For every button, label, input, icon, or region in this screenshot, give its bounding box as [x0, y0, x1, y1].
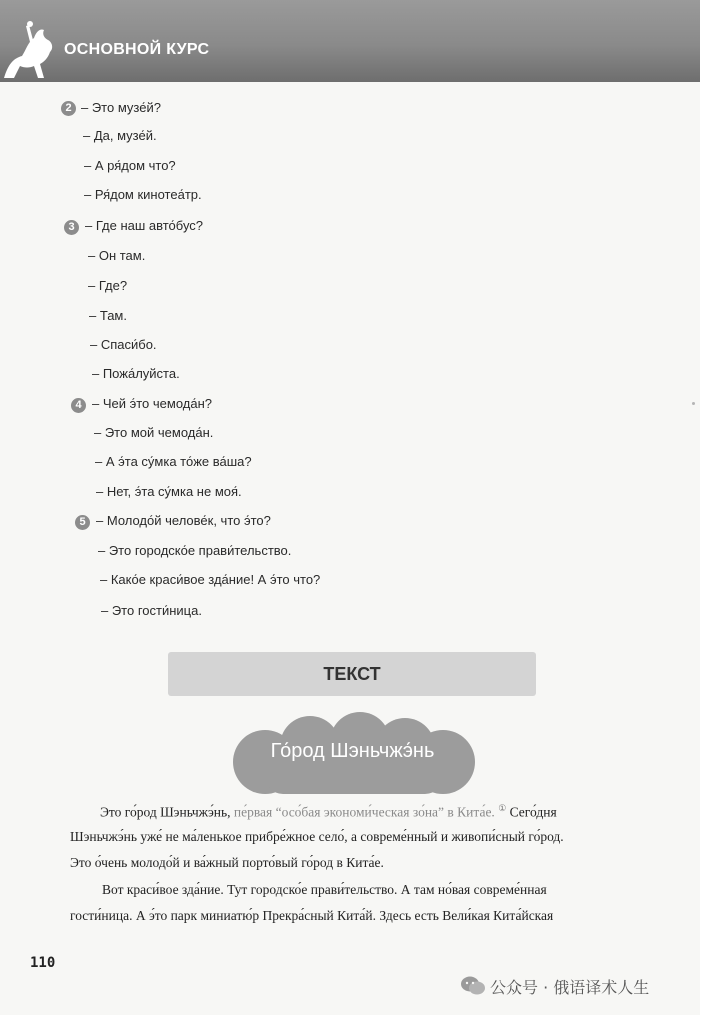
watermark-text: 公众号 · 俄语译术人生: [490, 978, 650, 997]
dialogue-line: – Како́е краси́вое зда́ние! А э́то что?: [100, 572, 321, 587]
paragraph-text: Это го́род Шэньчжэ́нь,: [100, 804, 231, 820]
dialogue-number-badge: 3: [64, 220, 79, 235]
dialogue-number-badge: 2: [61, 101, 76, 116]
dialogue-line: – Это гости́ница.: [101, 603, 202, 618]
dialogue-line: – Спаси́бо.: [90, 337, 157, 352]
dialogue-line: – Ря́дом кинотеа́тр.: [84, 187, 202, 202]
dialogue-line: – А э́та су́мка то́же ва́ша?: [95, 454, 252, 469]
section-heading: ТЕКСТ: [323, 664, 381, 684]
dialogue-number-badge: 4: [71, 398, 86, 413]
text-title: Го́род Шэньчжэ́нь: [270, 740, 435, 762]
horse-rider-icon: [0, 20, 62, 82]
paragraph-2-line-2: гости́ница. А э́то парк миниатю́р Прекра́сный Кита́й. Здесь есть Вели́кая Кита́йская: [70, 908, 554, 923]
paragraph-1-line-3: Это о́чень молодо́й и ва́жный порто́вый го́род в Кита́е.: [70, 855, 384, 870]
paragraph-text-faded: пе́рвая “осо́бая экономи́ческая зо́на” в Кита́е.: [233, 804, 495, 820]
header-title: ОСНОВНОЙ КУРС: [64, 41, 210, 58]
dialogue-line: – Молодо́й челове́к, что э́то?: [96, 513, 271, 528]
dialogue-line: – Пожа́луйста.: [92, 366, 180, 381]
dialogue-line: – Это мой чемода́н.: [94, 425, 214, 440]
section-heading-band: [168, 652, 536, 696]
dialogue-number-badge: 5: [75, 515, 90, 530]
footnote-marker: ①: [498, 803, 507, 813]
paragraph-text: Сего́дня: [509, 804, 557, 820]
wechat-icon: [460, 975, 486, 997]
page-edge: [700, 0, 720, 1015]
paragraph-1-line-2: Шэньчжэ́нь уже́ не ма́ленькое прибре́жное село́, а совреме́нный и живопи́сный го́род.: [70, 829, 564, 844]
dialogue-line: – Где?: [88, 278, 128, 293]
scan-speck: [692, 402, 695, 405]
page-number: 110: [30, 955, 56, 971]
dialogue-line: – Это музе́й?: [81, 100, 161, 115]
dialogue-line: – А ря́дом что?: [84, 158, 176, 173]
dialogue-line: – Нет, э́та су́мка не моя́.: [96, 484, 242, 499]
paragraph-1-line-1: [100, 803, 557, 821]
dialogue-line: – Он там.: [88, 248, 146, 263]
dialogue-line: – Где наш авто́бус?: [85, 218, 204, 233]
dialogue-line: – Чей э́то чемода́н?: [92, 396, 213, 411]
dialogue-line: – Это городско́е прави́тельство.: [98, 543, 292, 558]
dialogue-line: – Там.: [89, 308, 127, 323]
paragraph-2-line-1: Вот краси́вое зда́ние. Тут городско́е прави́тельство. А там но́вая совреме́нная: [102, 882, 547, 897]
dialogue-line: – Да, музе́й.: [83, 128, 157, 143]
